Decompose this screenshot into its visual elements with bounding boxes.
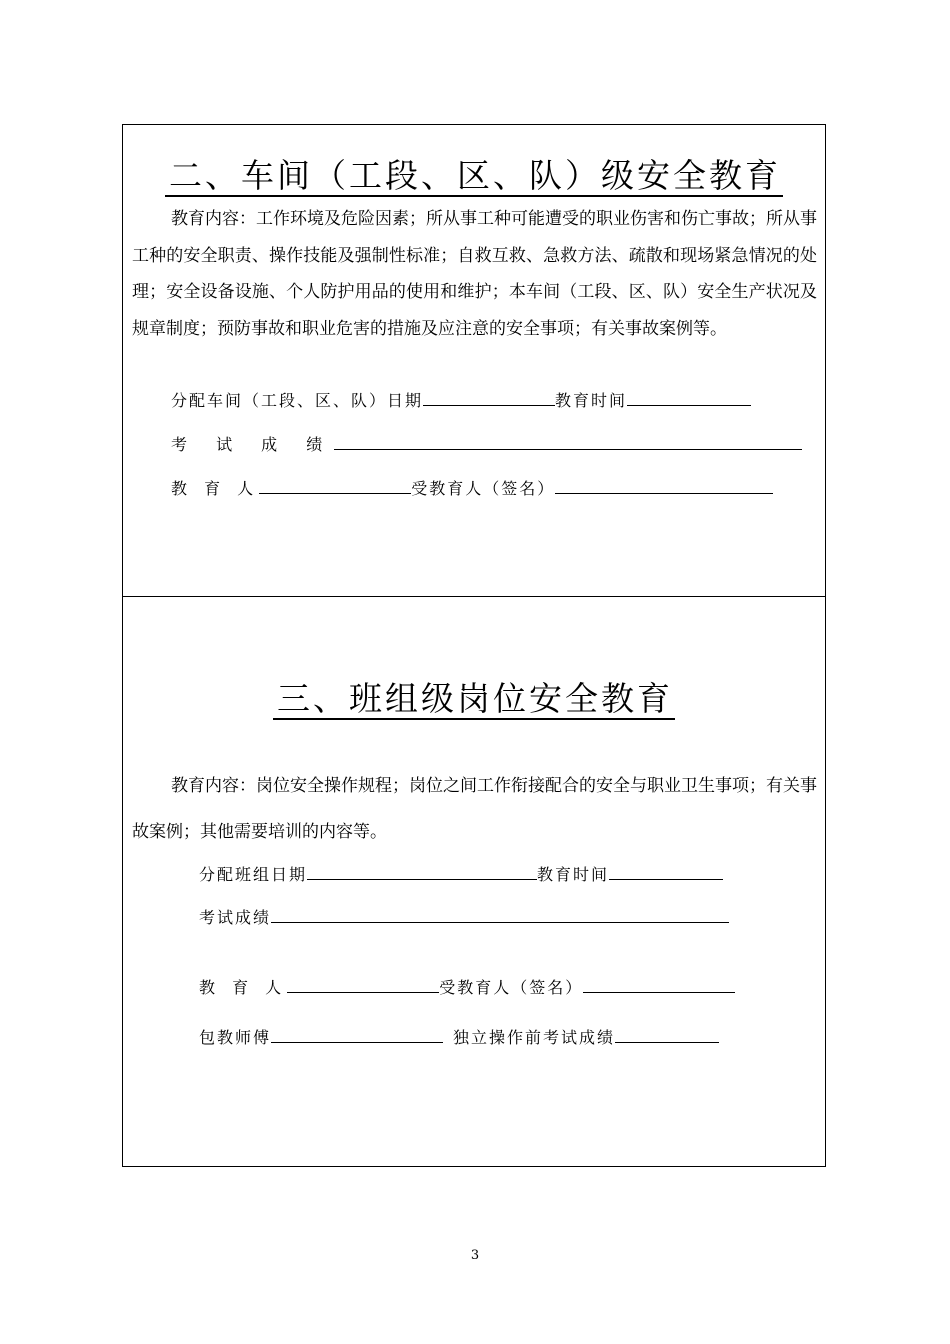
edu-time-field[interactable] bbox=[609, 861, 723, 880]
section-workshop-education bbox=[122, 124, 826, 597]
mentor-label: 包教师傅 bbox=[199, 1028, 272, 1047]
assign-date-label: 分配班组日期 bbox=[199, 865, 308, 884]
assign-date-field[interactable] bbox=[307, 861, 537, 880]
pre-op-exam-field[interactable] bbox=[615, 1024, 719, 1043]
trainee-signature-field[interactable] bbox=[555, 475, 773, 494]
signature-row bbox=[199, 974, 735, 998]
trainee-signature-field[interactable] bbox=[583, 974, 735, 993]
education-content: 教育内容：工作环境及危险因素；所从事工种可能遭受的职业伤害和伤亡事故；所从事工种的安全职责、操作技能及强制性标准；自救互救、急救方法、疏散和现场紧急情况的处理；安全设备设施、个人防护用品的使用和维护；本车间（工段、区、队）安全生产状况及规章制度；预防事故和职业危害的措施及应注意的安全事项；有关事故案例等。 bbox=[132, 209, 817, 339]
trainee-label: 受教育人（签名） bbox=[411, 479, 556, 498]
assign-date-row bbox=[199, 861, 723, 885]
exam-score-label: 考试成绩 bbox=[199, 908, 272, 927]
educator-field[interactable] bbox=[259, 475, 411, 494]
trainee-label: 受教育人（签名） bbox=[439, 978, 584, 997]
educator-field[interactable] bbox=[287, 974, 439, 993]
mentor-row bbox=[199, 1024, 719, 1048]
section-title: 三、班组级岗位安全教育 bbox=[123, 679, 825, 719]
exam-score-field[interactable] bbox=[334, 431, 802, 450]
mentor-field[interactable] bbox=[271, 1024, 443, 1043]
exam-score-label: 考 试 成 绩 bbox=[171, 435, 335, 454]
section-title: 二、车间（工段、区、队）级安全教育 bbox=[123, 156, 825, 196]
pre-op-exam-label: 独立操作前考试成绩 bbox=[453, 1028, 616, 1047]
signature-row bbox=[171, 475, 773, 499]
exam-score-field[interactable] bbox=[271, 904, 729, 923]
assign-date-row bbox=[171, 387, 751, 411]
assign-date-field[interactable] bbox=[423, 387, 555, 406]
edu-time-field[interactable] bbox=[627, 387, 751, 406]
section-team-education bbox=[122, 596, 826, 1167]
edu-time-label: 教育时间 bbox=[537, 865, 610, 884]
educator-label: 教 育 人 bbox=[199, 978, 288, 997]
assign-date-label: 分配车间（工段、区、队）日期 bbox=[171, 391, 424, 410]
exam-score-row bbox=[199, 904, 729, 928]
education-content: 教育内容：岗位安全操作规程；岗位之间工作衔接配合的安全与职业卫生事项；有关事故案例；其他需要培训的内容等。 bbox=[132, 776, 817, 842]
educator-label: 教 育 人 bbox=[171, 479, 260, 498]
edu-time-label: 教育时间 bbox=[555, 391, 628, 410]
page-number: 3 bbox=[470, 1248, 480, 1263]
exam-score-row bbox=[171, 431, 802, 455]
